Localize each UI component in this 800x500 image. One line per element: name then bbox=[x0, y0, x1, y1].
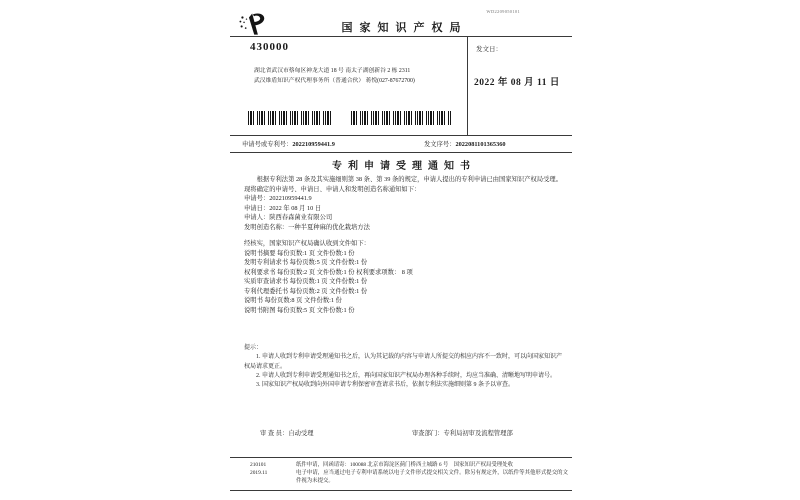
recipient-agent: 武汉维盾知识产权代理事务所（普通合伙） 蒋悦(027-87672700) bbox=[254, 78, 415, 84]
field-application-no: 申请号：202210959441.9 bbox=[244, 195, 312, 203]
notes-title: 提示： bbox=[244, 345, 263, 351]
reference-row bbox=[242, 139, 564, 148]
footer-paper-instruction: 纸件申请，回函请寄：100088 北京市海淀区蓟门桥西土城路 6 号 国家知识产权局受理处收 bbox=[296, 462, 513, 468]
note-item: 1. 申请人收到专利申请受理通知书之后，认为其记载的内容与申请人所提交的相应内容不一致时，可以向国家知识产权局请求更正。 bbox=[244, 354, 563, 370]
application-no: 202210959441.9 bbox=[292, 141, 335, 148]
form-code: 210101 bbox=[250, 462, 267, 468]
doc-code: WD2209050101 bbox=[486, 9, 520, 14]
footer-efiling-instruction: 电子申请，应当通过电子专利申请系统以电子文件形式提交相关文件。除另有规定外，以纸件等其他形式提交的文件视为未提交。 bbox=[296, 470, 568, 485]
notice-page bbox=[230, 8, 572, 494]
dispatch-date-label: 发文日： bbox=[476, 46, 502, 53]
serial-no: 2022081101365360 bbox=[455, 141, 506, 148]
barcode-divider bbox=[230, 135, 572, 136]
form-code-block bbox=[230, 461, 296, 490]
field-invention-title: 发明创造名称：一种半夏种麻的优化栽培方法 bbox=[244, 223, 370, 231]
received-item: 专利代理委托书 每份页数:2 页 文件份数:1 份 bbox=[244, 287, 368, 295]
received-item: 说明书 每份页数:8 页 文件份数:1 份 bbox=[244, 297, 342, 305]
received-item: 说明书附图 每份页数:5 页 文件份数:1 份 bbox=[244, 306, 355, 314]
field-applicant: 申请人：陕西春森菌业有限公司 bbox=[244, 214, 333, 222]
examiner: 审 查 员：自动受理 bbox=[260, 430, 314, 437]
notes-section bbox=[244, 344, 562, 390]
received-item: 实质审查请求书 每份页数:1 页 文件份数:1 份 bbox=[244, 278, 368, 286]
postal-code: 430000 bbox=[250, 41, 289, 53]
note-item: 2. 申请人收到专利申请受理通知书之后，再向国家知识产权局办理各种手续时，均应当准确、清晰地写明申请号。 bbox=[256, 372, 557, 379]
dispatch-date: 2022 年 08 月 11 日 bbox=[474, 78, 560, 88]
agency-title: 国家知识产权局 bbox=[341, 22, 468, 34]
field-filing-date: 申请日：2022 年 08 月 10 日 bbox=[244, 204, 322, 212]
application-no-label: 申请号或专利号： bbox=[242, 141, 293, 148]
note-item: 3. 国家知识产权局收到向外国申请专利保密审查请求书后，依据专利法实施细则第 9 条予以审查。 bbox=[256, 382, 515, 389]
serial-no-label: 发文序号： bbox=[424, 141, 456, 148]
serial-number-barcode bbox=[351, 111, 451, 125]
received-item: 权利要求书 每份页数:2 页 文件份数:1 份 权利要求项数： 8 项 bbox=[244, 268, 413, 276]
intro-paragraph: 根据专利法第 28 条及其实施细则第 38 条、第 39 条的规定，申请人提出的专利申请已由国家知识产权局受理。现将确定的申请号、申请日、申请人和发明创造名称通知如下： bbox=[244, 176, 562, 193]
received-intro: 经核实，国家知识产权局确认收到文件如下： bbox=[244, 240, 370, 247]
notice-title: 专利申请受理通知书 bbox=[332, 161, 476, 172]
dispatch-cell-divider bbox=[467, 36, 468, 135]
received-item: 说明书摘要 每份页数:1 页 文件份数:1 份 bbox=[244, 249, 355, 257]
recipient-address: 湖北省武汉市蔡甸区神龙大道 18 号 南太子湖创新谷 2 栋 2311 bbox=[254, 68, 411, 74]
examining-department: 审查部门：专利局初审及流程管理部 bbox=[412, 430, 513, 437]
header-divider bbox=[230, 36, 572, 37]
application-number-barcode bbox=[248, 111, 334, 125]
notice-body bbox=[244, 175, 562, 232]
footer-instructions bbox=[296, 461, 572, 490]
form-footer bbox=[230, 457, 572, 491]
received-item: 发明专利请求书 每份页数:5 页 文件份数:1 份 bbox=[244, 259, 368, 267]
reference-divider bbox=[230, 152, 572, 153]
form-version-date: 2019.11 bbox=[250, 470, 268, 477]
received-documents bbox=[244, 239, 562, 316]
